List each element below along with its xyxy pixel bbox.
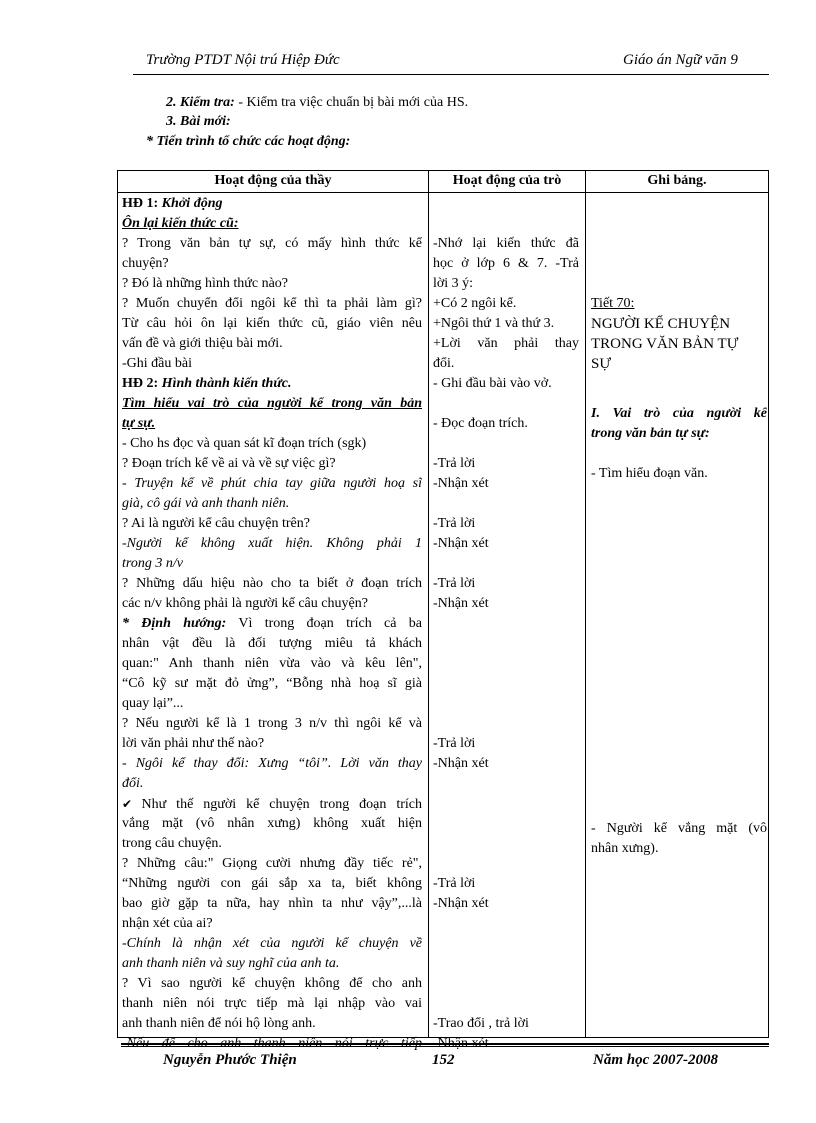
student-line: [433, 774, 579, 794]
student-line: [433, 634, 579, 654]
check-line: [166, 93, 468, 112]
lesson-title-2: TRONG VĂN BẢN TỰ: [591, 336, 739, 352]
student-line: -Trả lời: [433, 516, 476, 531]
student-line: -Trả lời: [433, 576, 476, 591]
student-line: -Nhận xét: [433, 896, 489, 911]
student-line: -Trao đổi , trả lời: [433, 1016, 529, 1031]
student-line: [433, 714, 579, 734]
student-line: -Trả lời: [433, 736, 476, 751]
teacher-line: đổi.: [122, 776, 144, 791]
teacher-line: nhận xét của ai?: [122, 916, 213, 931]
footer-year: Năm học 2007-2008: [593, 1052, 718, 1068]
student-line: [433, 914, 579, 934]
teacher-line: [122, 374, 422, 394]
student-line: -Nhận xét: [433, 596, 489, 611]
student-line: [433, 194, 579, 214]
section-line-2: trong văn bản tự sự:: [591, 426, 710, 441]
student-line: +Có 2 ngôi kể.: [433, 296, 517, 311]
teacher-line: lời văn phải như thế nào?: [122, 736, 265, 751]
teacher-line: vắng mặt (vô nhân xưng) không xuất hiện: [122, 816, 422, 831]
text-run: Như thế người kể chuyện trong đoạn trích: [141, 797, 422, 812]
teacher-line: vấn đề và giới thiệu bài mới.: [122, 336, 283, 351]
check-icon: ✔: [122, 797, 142, 811]
teacher-line: ? Ai là người kể câu chuyện trên?: [122, 516, 310, 531]
student-line: [433, 814, 579, 834]
teacher-line: “Cô kỹ sư mặt đỏ ửng”, “Bỗng nhà hoạ sĩ già: [122, 676, 422, 691]
text-run: HĐ 1:: [122, 196, 162, 211]
teacher-line: -Chính là nhận xét của người kể chuyện về: [122, 936, 422, 951]
page-number: 152: [432, 1052, 455, 1068]
teacher-line: “Những người con gái sắp xa ta, biết không: [122, 876, 422, 891]
teacher-line: quay lại”...: [122, 696, 184, 711]
lesson-number: Tiết 70:: [591, 296, 635, 311]
lesson-title-1: NGƯỜI KỂ CHUYỆN: [591, 316, 731, 332]
student-line: [433, 934, 579, 954]
board-item-2: [591, 819, 767, 859]
student-line: -Nhận xét: [433, 476, 489, 491]
teacher-line: trong 3 n/v: [122, 556, 183, 571]
teacher-line: [122, 194, 422, 214]
board-item-1: [591, 464, 767, 484]
student-line: học ở lớp 6 & 7. -Trả: [433, 256, 579, 271]
teacher-line: [122, 614, 422, 634]
footer-rule: [121, 1046, 769, 1047]
teacher-line: ? Vì sao người kể chuyện không để cho anh: [122, 976, 422, 991]
board-item-2-line-1: - Người kể vắng mặt (vô: [591, 821, 767, 836]
teacher-line: Ôn lại kiến thức cũ:: [122, 216, 239, 231]
teacher-line: -Ghi đầu bài: [122, 356, 192, 371]
student-line: - Ghi đầu bài vào vở.: [433, 376, 552, 391]
th-board: Ghi bảng.: [647, 173, 707, 188]
lesson-title-3: SỰ: [591, 356, 611, 372]
student-line: [433, 654, 579, 674]
student-line: [433, 794, 579, 814]
header-subject: Giáo án Ngữ văn 9: [623, 52, 738, 68]
teacher-line: ? Đó là những hình thức nào?: [122, 276, 289, 291]
student-line: -Trả lời: [433, 876, 476, 891]
teacher-line: [122, 794, 422, 814]
student-line: [433, 694, 579, 714]
teacher-line: ? Những câu:" Giọng cười nhưng đầy tiếc rẻ",: [122, 856, 422, 871]
student-line: [433, 974, 579, 994]
teacher-line: - Truyện kể về phút chia tay giữa người hoạ sĩ: [122, 476, 422, 491]
student-line: +Ngôi thứ 1 và thứ 3.: [433, 316, 555, 331]
check-text: - Kiểm tra việc chuẩn bị bài mới của HS.: [234, 95, 469, 110]
board-section: [591, 404, 767, 444]
teacher-line: ? Những dấu hiệu nào cho ta biết ở đoạn trích: [122, 576, 422, 591]
student-line: -Trả lời: [433, 456, 476, 471]
col-divider: [428, 171, 429, 1037]
student-line: [433, 554, 579, 574]
teacher-line: ? Đoạn trích kể về ai và về sự việc gì?: [122, 456, 336, 471]
footer-rule: [121, 1043, 769, 1045]
student-line: [433, 834, 579, 854]
teacher-line: nhân vật đều là đối tượng miêu tả khách: [122, 636, 422, 651]
teacher-line: bao giờ gặp ta nữa, hay nhìn ta như vậy”,...là: [122, 896, 422, 911]
teacher-line: Từ câu hỏi ôn lại kiến thức cũ, giáo viên nêu: [122, 316, 422, 331]
text-run: * Định hướng:: [122, 616, 227, 631]
teacher-line: Tìm hiểu vai trò của người kể trong văn bản: [122, 396, 422, 411]
header-divider: [118, 192, 768, 193]
board-item-2-line-2: nhân xưng).: [591, 841, 659, 856]
new-lesson-label: 3. Bài mới:: [166, 114, 231, 129]
footer-author: Nguyễn Phước Thiện: [163, 1052, 297, 1068]
text-run: Khởi động: [161, 196, 223, 211]
student-line: -Nhận xét: [433, 1036, 489, 1051]
teacher-column: [122, 194, 422, 1054]
student-line: - Đọc đoạn trích.: [433, 416, 528, 431]
teacher-line: ? Trong văn bản tự sự, có mấy hình thức kể: [122, 236, 422, 251]
teacher-line: anh thanh niên để nói hộ lòng anh.: [122, 1016, 316, 1031]
student-column: [433, 194, 579, 1054]
process-heading: * Tiến trình tổ chức các hoạt động:: [146, 134, 351, 149]
teacher-line: quan:" Anh thanh niên vừa vào và kêu lên",: [122, 656, 422, 671]
teacher-line: anh thanh niên và suy nghĩ của anh ta.: [122, 956, 340, 971]
teacher-line: tự sự.: [122, 416, 156, 431]
header-rule: [133, 74, 769, 75]
student-line: +Lời văn phải thay: [433, 336, 579, 351]
teacher-line: ? Nếu người kể là 1 trong 3 n/v thì ngôi kể và: [122, 716, 422, 731]
teacher-line: -Nếu để cho anh thanh niên nói trực tiếp: [122, 1036, 422, 1051]
student-line: [433, 854, 579, 874]
text-run: HĐ 2:: [122, 376, 162, 391]
student-line: đổi.: [433, 356, 455, 371]
student-line: -Nhớ lại kiến thức đã: [433, 236, 579, 251]
teacher-line: thanh niên nói trực tiếp mà lại nhập vào vai: [122, 996, 422, 1011]
text-run: Vì trong đoạn trích cả ba: [226, 616, 422, 631]
board-lesson: [591, 294, 767, 374]
student-line: [433, 954, 579, 974]
student-line: -Nhận xét: [433, 756, 489, 771]
check-label: 2. Kiểm tra:: [166, 95, 235, 110]
teacher-line: các n/v không phải là người kể câu chuyện?: [122, 596, 368, 611]
text-run: Hình thành kiến thức.: [161, 376, 292, 391]
student-line: -Nhận xét: [433, 536, 489, 551]
teacher-line: -Người kể không xuất hiện. Không phải 1: [122, 536, 422, 551]
header-school: Trường PTDT Nội trú Hiệp Đức: [146, 52, 340, 68]
student-line: [433, 394, 579, 414]
teacher-line: chuyện?: [122, 256, 169, 271]
lesson-table: [117, 170, 769, 1051]
teacher-line: già, cô gái và anh thanh niên.: [122, 496, 290, 511]
teacher-line: trong câu chuyện.: [122, 836, 222, 851]
section-line-1: I. Vai trò của người kể: [591, 406, 767, 421]
teacher-line: ? Muốn chuyển đổi ngôi kể thì ta phải làm gì?: [122, 296, 422, 311]
th-teacher: Hoạt động của thầy: [214, 173, 332, 188]
student-line: [433, 434, 579, 454]
student-line: [433, 674, 579, 694]
board-item-text: - Tìm hiểu đoạn văn.: [591, 466, 708, 481]
col-divider: [585, 171, 586, 1037]
student-line: [433, 994, 579, 1014]
teacher-line: - Cho hs đọc và quan sát kĩ đoạn trích (sgk): [122, 436, 367, 451]
student-line: [433, 214, 579, 234]
student-line: [433, 494, 579, 514]
student-line: [433, 614, 579, 634]
th-student: Hoạt động của trò: [452, 173, 562, 188]
teacher-line: - Ngôi kể thay đổi: Xưng “tôi”. Lời văn thay: [122, 756, 422, 771]
student-line: lời 3 ý:: [433, 276, 474, 291]
